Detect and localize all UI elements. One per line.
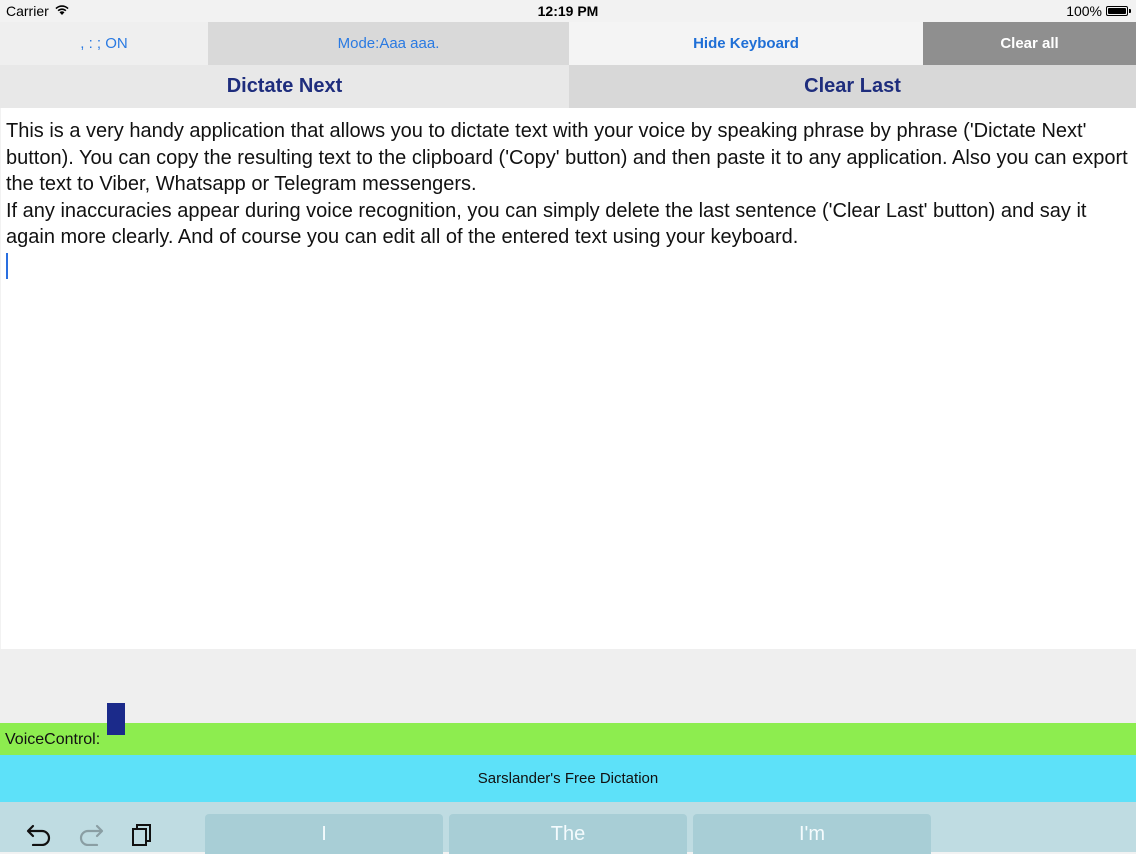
battery-icon [1106, 6, 1128, 16]
hide-keyboard-button[interactable]: Hide Keyboard [569, 22, 923, 65]
dictate-next-button[interactable]: Dictate Next [0, 65, 569, 108]
suggestion-item[interactable]: I'm [693, 814, 931, 854]
suggestion-item[interactable]: I [205, 814, 443, 854]
paste-icon[interactable] [128, 820, 156, 848]
keyboard-shortcut-bar [0, 802, 1136, 852]
dictation-text-area[interactable] [1, 108, 1136, 649]
app-banner: Sarslander's Free Dictation [0, 755, 1136, 802]
battery-group [1066, 3, 1128, 19]
text-paragraph: This is a very handy application that allows you to dictate text with your voice by speaking phrase by phrase ('Dictate Next' button). You can copy the resulting text to the clipboard ('Copy' button) and then paste it to any application. Also you can export the text to Viber, Whatsapp or Telegram messengers. [6, 120, 1128, 195]
clear-last-button[interactable]: Clear Last [569, 65, 1136, 108]
clear-all-button[interactable]: Clear all [923, 22, 1136, 65]
text-caret [6, 253, 8, 279]
battery-percent: 100% [1066, 3, 1102, 19]
voice-level-meter [107, 703, 125, 735]
mode-button[interactable]: Mode:Aaa aaa. [208, 22, 569, 65]
carrier-label: Carrier [6, 3, 49, 19]
suggestion-item[interactable]: The [449, 814, 687, 854]
status-bar [0, 0, 1136, 22]
voice-control-label: VoiceControl: [5, 731, 101, 748]
undo-icon[interactable] [25, 820, 53, 848]
text-paragraph: If any inaccuracies appear during voice recognition, you can simply delete the last sentence ('Clear Last' button) and say it again more clearly. And of course you can edit all of the entered text using your keyboard. [6, 199, 1087, 248]
action-toolbar [0, 65, 1136, 108]
redo-icon[interactable] [77, 820, 105, 848]
editor-bottom-spacer [0, 649, 1136, 723]
punctuation-toggle-button[interactable]: , : ; ON [0, 22, 208, 65]
status-time: 12:19 PM [537, 3, 599, 19]
top-toolbar [0, 22, 1136, 65]
voice-control-bar [0, 723, 1136, 755]
